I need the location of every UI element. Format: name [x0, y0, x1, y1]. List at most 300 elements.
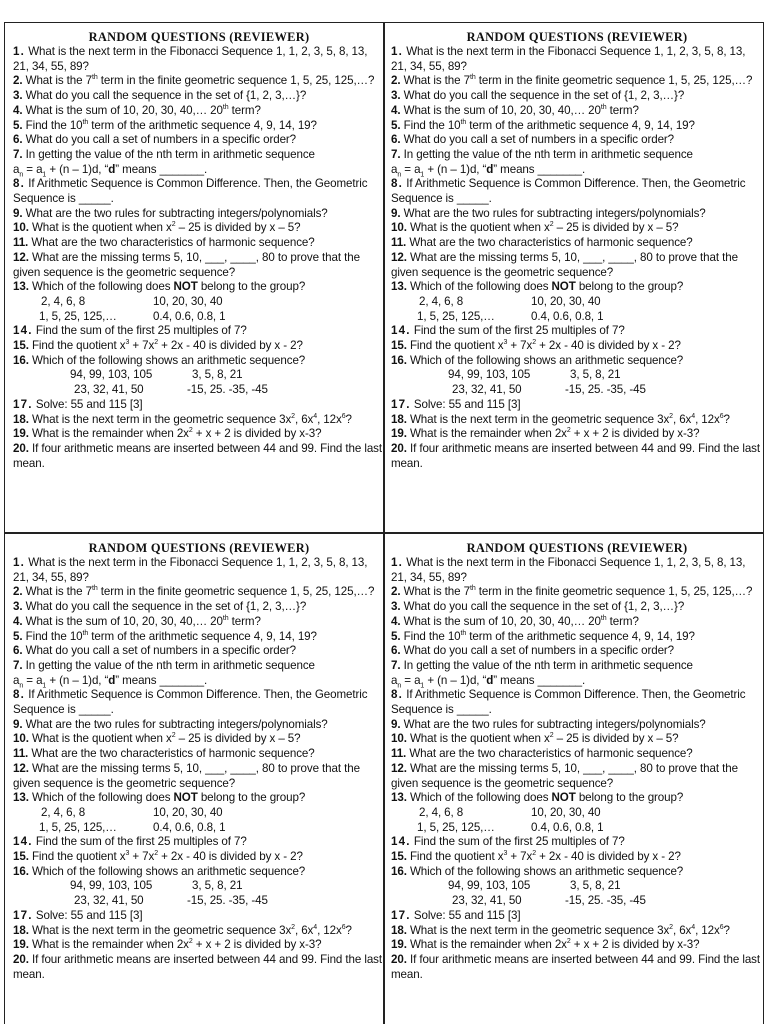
question-11 — [391, 747, 763, 762]
question-text: + 2x - 40 is divided by x - 2? — [536, 339, 681, 353]
formula-text: ” means _______. — [493, 673, 586, 687]
question-19 — [391, 938, 763, 953]
question-text: Solve: 55 and 115 [3] — [35, 908, 143, 922]
question-number: 3. — [391, 89, 401, 103]
superscript: 2 — [154, 850, 159, 858]
card-title: RANDOM QUESTIONS (REVIEWER) — [466, 541, 688, 555]
question-text: Find the 10 — [403, 118, 461, 132]
superscript: 2 — [171, 732, 176, 740]
question-number: 11. — [391, 747, 407, 761]
question-text: In getting the value of the nth term in arithmetic sequence — [25, 658, 315, 672]
formula-text: + (n – 1)d, “ — [46, 673, 109, 687]
question-8 — [391, 688, 763, 717]
choice: 0.4, 0.6, 0.8, 1 — [153, 820, 226, 834]
question-5 — [391, 119, 763, 134]
choice-row — [13, 806, 385, 821]
question-text: Find the quotient x — [409, 339, 504, 353]
choice-row — [391, 894, 763, 909]
superscript: 2 — [566, 938, 571, 946]
question-text: What is the sum of 10, 20, 30, 40,… 20 — [25, 614, 223, 628]
subscript: 1 — [42, 681, 47, 689]
question-number: 5. — [13, 118, 23, 132]
question-text: + x + 2 is divided by x-3? — [570, 427, 700, 441]
question-7 — [391, 659, 763, 688]
question-number: 4. — [391, 103, 401, 117]
question-text: Find the sum of the first 25 multiples of 7? — [35, 835, 247, 849]
superscript: 3 — [503, 850, 508, 858]
choice: 3, 5, 8, 21 — [570, 368, 621, 382]
card-title: RANDOM QUESTIONS (REVIEWER) — [88, 30, 310, 44]
question-number: 4. — [391, 614, 401, 628]
formula-text: = a — [23, 673, 43, 687]
question-text: term of the arithmetic sequence 4, 9, 14, 19? — [466, 118, 695, 132]
question-3 — [391, 89, 763, 104]
question-number: 7. — [391, 658, 401, 672]
superscript: 2 — [291, 412, 295, 420]
question-number: 9. — [13, 717, 23, 731]
question-text: , 6x — [294, 923, 314, 937]
question-number: 1. — [13, 45, 26, 58]
question-text: Which of the following shows an arithmetic sequence? — [409, 353, 684, 367]
question-text: + 7x — [507, 850, 533, 864]
formula-text: = a — [401, 673, 421, 687]
question-number: 8. — [391, 177, 404, 191]
question-text: Find the sum of the first 25 multiples of 7? — [413, 835, 625, 849]
choice: 94, 99, 103, 105 — [448, 368, 531, 382]
question-number: 17. — [391, 908, 411, 922]
superscript: th — [460, 118, 467, 126]
question-text: What is the next term in the geometric sequence 3x — [409, 923, 670, 937]
question-number: 17. — [391, 397, 411, 411]
question-text: , 12x — [695, 923, 720, 937]
choice-row — [13, 368, 385, 383]
superscript: th — [460, 629, 467, 637]
superscript: 2 — [171, 221, 176, 229]
question-number: 3. — [391, 600, 401, 614]
question-text: term in the finite geometric sequence 1, 5, 25, 125,…? — [475, 74, 753, 88]
choice: 94, 99, 103, 105 — [70, 368, 153, 382]
superscript: 6 — [719, 923, 724, 931]
question-text: What are the two rules for subtracting integers/polynomials? — [25, 206, 328, 220]
formula-text: a — [391, 162, 398, 176]
choice-row — [13, 879, 385, 894]
choice: 1, 5, 25, 125,… — [417, 820, 495, 834]
question-2 — [13, 74, 385, 89]
question-10 — [13, 221, 385, 236]
question-7 — [13, 148, 385, 177]
choice: -15, 25. -35, -45 — [187, 894, 268, 908]
question-text: Which of the following does — [31, 791, 174, 805]
superscript: th — [469, 74, 476, 82]
subscript: 1 — [420, 170, 425, 178]
question-number: 9. — [391, 717, 401, 731]
question-14 — [13, 835, 385, 850]
question-4 — [391, 104, 763, 119]
superscript: th — [600, 103, 607, 111]
choice-row — [13, 295, 385, 310]
question-number: 10. — [391, 221, 407, 235]
choice: 2, 4, 6, 8 — [41, 294, 86, 308]
question-12 — [13, 251, 385, 280]
question-text: Which of the following shows an arithmetic sequence? — [31, 353, 306, 367]
choice: -15, 25. -35, -45 — [565, 894, 646, 908]
question-9 — [391, 207, 763, 222]
formula-text: + (n – 1)d, “ — [46, 162, 109, 176]
question-number: 2. — [13, 74, 23, 88]
formula-text: a — [13, 673, 20, 687]
question-text: – 25 is divided by x – 5? — [175, 221, 301, 235]
question-text: What is the 7 — [25, 74, 92, 88]
question-text: , 12x — [695, 412, 720, 426]
question-number: 3. — [13, 89, 23, 103]
formula-text: a — [391, 673, 398, 687]
question-number: 2. — [391, 74, 401, 88]
emphasis-text: NOT — [551, 280, 576, 294]
question-number: 4. — [13, 103, 23, 117]
question-text: Find the 10 — [25, 118, 83, 132]
question-text: What is the next term in the Fibonacci Sequence 1, 1, 2, 3, 5, 8, 13, 21, 34, 55, 89? — [13, 556, 368, 584]
question-13 — [391, 791, 763, 806]
question-4 — [13, 104, 385, 119]
question-text: If four arithmetic means are inserted between 44 and 99. Find the last mean. — [391, 441, 760, 470]
question-text: Which of the following does — [409, 280, 552, 294]
choice-row — [13, 821, 385, 836]
reviewer-card-3 — [13, 541, 385, 1024]
question-number: 9. — [13, 206, 23, 220]
subscript: 1 — [42, 170, 47, 178]
question-number: 7. — [391, 147, 401, 161]
question-text: ? — [723, 412, 730, 426]
question-19 — [13, 938, 385, 953]
question-number: 17. — [13, 908, 33, 922]
choice: 0.4, 0.6, 0.8, 1 — [531, 820, 604, 834]
superscript: th — [82, 118, 89, 126]
question-text: If Arithmetic Sequence is Common Difference. Then, the Geometric Sequence is _____. — [391, 688, 746, 717]
superscript: 2 — [188, 427, 193, 435]
question-text: Find the 10 — [403, 629, 461, 643]
subscript: n — [19, 170, 24, 178]
question-number: 20. — [391, 952, 407, 966]
choice-row — [391, 383, 763, 398]
question-12 — [391, 251, 763, 280]
question-text: What do you call the sequence in the set of {1, 2, 3,…}? — [403, 600, 685, 614]
superscript: 4 — [691, 923, 696, 931]
question-17 — [13, 398, 385, 413]
question-number: 18. — [13, 923, 29, 937]
question-7 — [391, 148, 763, 177]
question-number: 13. — [391, 791, 407, 805]
question-15 — [13, 339, 385, 354]
question-9 — [391, 718, 763, 733]
question-9 — [13, 207, 385, 222]
question-number: 4. — [13, 614, 23, 628]
question-5 — [13, 630, 385, 645]
question-text: If four arithmetic means are inserted between 44 and 99. Find the last mean. — [13, 952, 382, 981]
choice: 10, 20, 30, 40 — [531, 805, 601, 819]
question-13 — [13, 280, 385, 295]
choice: 2, 4, 6, 8 — [41, 805, 86, 819]
question-text: Which of the following shows an arithmetic sequence? — [409, 864, 684, 878]
question-7 — [13, 659, 385, 688]
superscript: 2 — [549, 221, 554, 229]
question-text: What is the sum of 10, 20, 30, 40,… 20 — [25, 103, 223, 117]
question-text: belong to the group? — [575, 791, 684, 805]
choice: 3, 5, 8, 21 — [192, 879, 243, 893]
question-number: 7. — [13, 658, 23, 672]
question-text: What are the two characteristics of harmonic sequence? — [31, 236, 315, 250]
question-text: Find the quotient x — [31, 850, 126, 864]
question-text: What is the quotient when x — [31, 732, 172, 746]
choice: 2, 4, 6, 8 — [419, 805, 464, 819]
question-number: 2. — [391, 585, 401, 599]
question-1 — [391, 45, 763, 74]
reviewer-card-1 — [13, 30, 385, 528]
question-text: term? — [228, 103, 261, 117]
question-text: Find the sum of the first 25 multiples of 7? — [35, 324, 247, 338]
question-number: 8. — [391, 688, 404, 702]
question-18 — [391, 413, 763, 428]
choice-row — [13, 383, 385, 398]
question-number: 2. — [13, 585, 23, 599]
question-10 — [13, 732, 385, 747]
choice: 23, 32, 41, 50 — [74, 894, 144, 908]
question-11 — [13, 747, 385, 762]
question-number: 8. — [13, 177, 26, 191]
question-number: 11. — [13, 747, 29, 761]
question-12 — [391, 762, 763, 791]
question-text: In getting the value of the nth term in arithmetic sequence — [403, 147, 693, 161]
question-17 — [391, 398, 763, 413]
superscript: 3 — [125, 850, 130, 858]
question-text: ? — [345, 923, 352, 937]
subscript: 1 — [420, 681, 425, 689]
question-text: What is the 7 — [403, 585, 470, 599]
question-text: What do you call a set of numbers in a specific order? — [25, 133, 297, 147]
question-text: What is the remainder when 2x — [31, 938, 189, 952]
superscript: 4 — [313, 412, 318, 420]
question-12 — [13, 762, 385, 791]
formula-text: ” means _______. — [493, 162, 586, 176]
horizontal-cut-line — [4, 532, 764, 534]
subscript: n — [19, 681, 24, 689]
question-text: belong to the group? — [197, 791, 306, 805]
question-number: 19. — [13, 427, 29, 441]
question-6 — [391, 133, 763, 148]
question-text: Which of the following does — [31, 280, 174, 294]
choice-row — [13, 894, 385, 909]
superscript: 2 — [188, 938, 193, 946]
question-number: 1. — [391, 45, 404, 58]
formula-text: ” means _______. — [115, 673, 208, 687]
question-5 — [391, 630, 763, 645]
subscript: n — [397, 681, 402, 689]
question-number: 1. — [391, 556, 404, 569]
question-8 — [391, 177, 763, 206]
question-text: What is the quotient when x — [31, 221, 172, 235]
superscript: 2 — [566, 427, 571, 435]
question-text: – 25 is divided by x – 5? — [553, 732, 679, 746]
question-number: 15. — [13, 339, 29, 353]
question-text: Which of the following shows an arithmetic sequence? — [31, 864, 306, 878]
question-text: What do you call a set of numbers in a specific order? — [403, 133, 675, 147]
question-number: 15. — [391, 850, 407, 864]
question-text: , 6x — [294, 412, 314, 426]
question-text: Which of the following does — [409, 791, 552, 805]
question-text: What is the next term in the geometric sequence 3x — [31, 923, 292, 937]
question-15 — [391, 339, 763, 354]
choice: 10, 20, 30, 40 — [153, 805, 223, 819]
choice: -15, 25. -35, -45 — [187, 383, 268, 397]
question-number: 12. — [13, 761, 29, 775]
question-text: What is the remainder when 2x — [31, 427, 189, 441]
question-number: 11. — [391, 236, 407, 250]
question-text: + 2x - 40 is divided by x - 2? — [158, 339, 303, 353]
formula-text: + (n – 1)d, “ — [424, 673, 487, 687]
question-number: 11. — [13, 236, 29, 250]
question-text: What is the next term in the Fibonacci Sequence 1, 1, 2, 3, 5, 8, 13, 21, 34, 55, 89? — [391, 45, 746, 73]
question-text: What do you call the sequence in the set of {1, 2, 3,…}? — [25, 89, 307, 103]
question-number: 10. — [391, 732, 407, 746]
choice: 23, 32, 41, 50 — [74, 383, 144, 397]
superscript: 6 — [341, 923, 346, 931]
question-text: term of the arithmetic sequence 4, 9, 14, 19? — [88, 118, 317, 132]
superscript: 2 — [549, 732, 554, 740]
question-text: belong to the group? — [197, 280, 306, 294]
question-number: 20. — [13, 441, 29, 455]
question-number: 10. — [13, 221, 29, 235]
choice-row — [391, 806, 763, 821]
question-text: – 25 is divided by x – 5? — [175, 732, 301, 746]
choice-row — [391, 368, 763, 383]
question-text: + 2x - 40 is divided by x - 2? — [536, 850, 681, 864]
superscript: 4 — [313, 923, 318, 931]
choice: 2, 4, 6, 8 — [419, 294, 464, 308]
superscript: 2 — [669, 412, 673, 420]
question-text: What are the two characteristics of harmonic sequence? — [409, 747, 693, 761]
superscript: 2 — [291, 923, 295, 931]
question-text: + x + 2 is divided by x-3? — [192, 427, 322, 441]
question-number: 6. — [13, 644, 23, 658]
question-17 — [13, 909, 385, 924]
question-text: If Arithmetic Sequence is Common Difference. Then, the Geometric Sequence is _____. — [391, 177, 746, 206]
question-text: What is the remainder when 2x — [409, 427, 567, 441]
question-text: What do you call a set of numbers in a specific order? — [403, 644, 675, 658]
question-number: 14. — [13, 835, 33, 849]
question-text: If four arithmetic means are inserted between 44 and 99. Find the last mean. — [13, 441, 382, 470]
choice: 23, 32, 41, 50 — [452, 894, 522, 908]
question-2 — [13, 585, 385, 600]
emphasis-text: NOT — [173, 791, 198, 805]
question-number: 18. — [391, 923, 407, 937]
question-text: Solve: 55 and 115 [3] — [413, 397, 521, 411]
question-text: What are the two rules for subtracting integers/polynomials? — [25, 717, 328, 731]
question-text: Solve: 55 and 115 [3] — [35, 397, 143, 411]
question-15 — [391, 850, 763, 865]
question-text: + 7x — [129, 850, 155, 864]
choice: 0.4, 0.6, 0.8, 1 — [153, 309, 226, 323]
superscript: 2 — [532, 850, 537, 858]
question-number: 19. — [391, 938, 407, 952]
formula-bold: d — [486, 162, 494, 176]
question-text: + 7x — [507, 339, 533, 353]
question-number: 12. — [13, 250, 29, 264]
question-3 — [391, 600, 763, 615]
question-text: What is the 7 — [403, 74, 470, 88]
question-9 — [13, 718, 385, 733]
question-text: ? — [723, 923, 730, 937]
superscript: th — [600, 614, 607, 622]
question-text: What is the sum of 10, 20, 30, 40,… 20 — [403, 614, 601, 628]
question-text: term? — [606, 614, 639, 628]
question-text: Find the 10 — [25, 629, 83, 643]
question-5 — [13, 119, 385, 134]
subscript: n — [397, 170, 402, 178]
choice: 94, 99, 103, 105 — [70, 879, 153, 893]
formula-text: a — [13, 162, 20, 176]
superscript: 2 — [669, 923, 673, 931]
question-19 — [13, 427, 385, 442]
question-text: What are the missing terms 5, 10, ___, ____, 80 to prove that the given sequence is the geometric sequence? — [391, 250, 738, 279]
question-text: + x + 2 is divided by x-3? — [570, 938, 700, 952]
question-number: 15. — [391, 339, 407, 353]
question-text: ? — [345, 412, 352, 426]
question-text: term? — [606, 103, 639, 117]
question-text: , 12x — [317, 923, 342, 937]
question-number: 6. — [391, 133, 401, 147]
question-number: 19. — [13, 938, 29, 952]
question-text: What is the quotient when x — [409, 221, 550, 235]
question-text: + x + 2 is divided by x-3? — [192, 938, 322, 952]
superscript: th — [222, 103, 229, 111]
question-3 — [13, 89, 385, 104]
question-text: , 6x — [672, 412, 692, 426]
question-text: What do you call a set of numbers in a specific order? — [25, 644, 297, 658]
question-18 — [13, 924, 385, 939]
question-2 — [391, 585, 763, 600]
question-16 — [13, 354, 385, 369]
question-4 — [13, 615, 385, 630]
question-20 — [391, 953, 763, 982]
question-text: If four arithmetic means are inserted between 44 and 99. Find the last mean. — [391, 952, 760, 981]
question-text: term of the arithmetic sequence 4, 9, 14, 19? — [88, 629, 317, 643]
question-text: What do you call the sequence in the set of {1, 2, 3,…}? — [403, 89, 685, 103]
question-text: What is the next term in the geometric sequence 3x — [409, 412, 670, 426]
question-16 — [391, 354, 763, 369]
superscript: 3 — [125, 339, 130, 347]
question-11 — [13, 236, 385, 251]
card-title: RANDOM QUESTIONS (REVIEWER) — [466, 30, 688, 44]
question-text: + 2x - 40 is divided by x - 2? — [158, 850, 303, 864]
question-14 — [391, 835, 763, 850]
emphasis-text: NOT — [173, 280, 198, 294]
question-text: In getting the value of the nth term in arithmetic sequence — [403, 658, 693, 672]
choice: 3, 5, 8, 21 — [570, 879, 621, 893]
question-text: + 7x — [129, 339, 155, 353]
choice: 23, 32, 41, 50 — [452, 383, 522, 397]
question-text: What are the missing terms 5, 10, ___, ____, 80 to prove that the given sequence is the geometric sequence? — [13, 250, 360, 279]
question-number: 13. — [391, 280, 407, 294]
question-6 — [13, 644, 385, 659]
question-text: What is the sum of 10, 20, 30, 40,… 20 — [403, 103, 601, 117]
question-15 — [13, 850, 385, 865]
formula-text: + (n – 1)d, “ — [424, 162, 487, 176]
emphasis-text: NOT — [551, 791, 576, 805]
question-1 — [13, 556, 385, 585]
question-text: , 12x — [317, 412, 342, 426]
question-number: 16. — [391, 864, 407, 878]
question-text: What is the quotient when x — [409, 732, 550, 746]
formula-bold: d — [486, 673, 494, 687]
